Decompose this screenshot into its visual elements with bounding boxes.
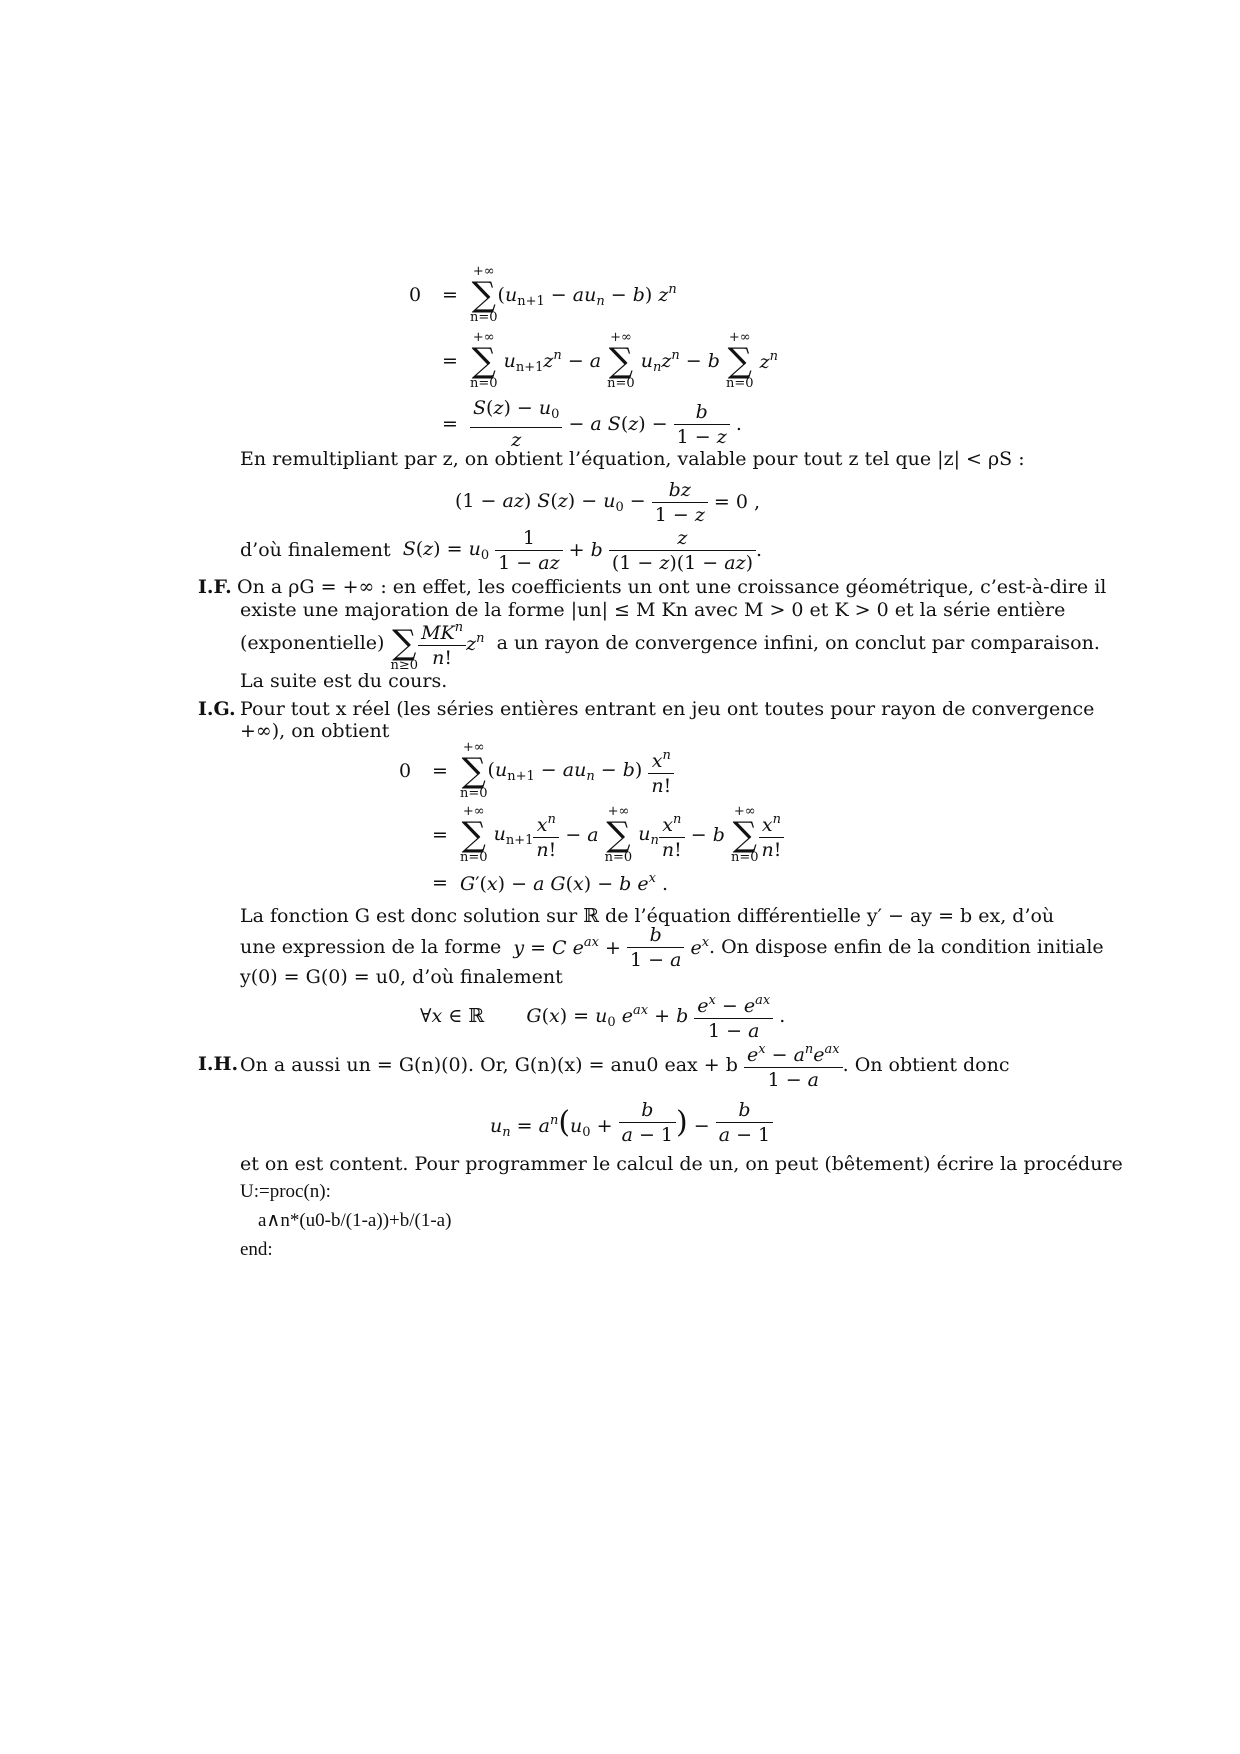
code-line-2: a∧n*(u0-b/(1-a))+b/(1-a) xyxy=(258,1210,452,1231)
if-line-1: On a ρG = +∞ : en effet, les coefficients un ont une croissance géométrique, c’est-à-dire il xyxy=(237,576,1107,598)
equation-un: $u_n = a^n(u_0$ + $\frac{b}{a - 1}$ ) − $\frac{b}{a - 1}$ xyxy=(490,1094,773,1150)
section-label-ih: I.H. xyxy=(198,1053,239,1075)
equation-s-final: d’où finalement $S(z) = u_0$ $\frac{1}{1 - az}$ + b $\frac{z}{(1 - z)(1 - az)}$ . xyxy=(240,526,763,574)
if-line-3-suffix: a un rayon de convergence infini, on conclut par comparaison. xyxy=(496,632,1100,654)
eq-sign: = xyxy=(442,284,458,306)
ig-para-b-suffix: . On dispose enfin de la condition initiale xyxy=(709,936,1104,958)
if-line-3-prefix: (exponentielle) xyxy=(240,632,385,654)
if-line-3: (exponentielle) ∑ n≥0 $\frac{MK^n}{n!}$ $z^n$ a un rayon de convergence infini, on conclut par comparaison. xyxy=(240,620,1100,673)
section-label-if: I.F. xyxy=(198,576,232,598)
code-line-1: U:=proc(n): xyxy=(240,1181,331,1202)
ig-line-1: Pour tout x réel (les séries entières entrant en jeu ont toutes pour rayon de convergence xyxy=(240,698,1095,720)
ig-para-b-prefix: une expression de la forme xyxy=(240,936,502,958)
eq-lhs: 0 xyxy=(408,284,422,306)
equation-series-z: 0 = +∞ ∑ n=0 $(u_{n+1} - au_n - b)$ $z^n$ = +∞ ∑ n=0 $u_{n+1}z^n - a$ +∞ ∑ n=0 $u_nz^n - b$ +∞ ∑ n=0 $z^n$ = $\frac{S(z) - u_0}{z}$ − a S(z) − $\frac{b}{1 - z}$ . xyxy=(400,262,778,454)
prefix-text: d’où finalement xyxy=(240,539,391,561)
ig-para-a: La fonction G est donc solution sur ℝ de l’équation différentielle y′ − ay = b ex, d’où xyxy=(240,905,1055,927)
sum-symbol: +∞ ∑ n=0 xyxy=(470,264,498,325)
equation-g-final: ∀x ∈ ℝ $G(x) = u_0$ $e^{ax} + b$ $\frac{e^x - e^{ax}}{1 - a}$ . xyxy=(420,993,786,1042)
ih-line-1: On a aussi un = G(n)(0). Or, G(n)(x) = anu0 eax + b $\frac{e^x - a^ne^{ax}}{1 - a}$ . On obtient donc xyxy=(240,1042,1010,1091)
if-line-2: existe une majoration de la forme |un| ≤ M Kn avec M > 0 et K > 0 et la série entière xyxy=(240,599,1066,621)
ig-line-2: +∞), on obtient xyxy=(240,720,390,742)
ih-line-1-prefix: On a aussi un = G(n)(0). Or, G(n)(x) = anu0 eax + b xyxy=(240,1054,738,1076)
ih-line-1-suffix: . On obtient donc xyxy=(842,1054,1010,1076)
code-line-3: end: xyxy=(240,1239,273,1260)
equation-s-z: (1 − az) $S(z) - u_0$ − $\frac{bz}{1 - z}$ = 0 , xyxy=(455,478,760,526)
ig-para-c: y(0) = G(0) = u0, d’où finalement xyxy=(240,966,563,988)
if-line-4: La suite est du cours. xyxy=(240,670,448,692)
ih-para-end: et on est content. Pour programmer le calcul de un, on peut (bêtement) écrire la procédure xyxy=(240,1153,1123,1175)
ig-para-b: une expression de la forme y = C $e^{ax}$ + $\frac{b}{1 - a}$ $e^x$ . On dispose enfin de la condition initiale xyxy=(240,923,1104,971)
paragraph-remultiply: En remultipliant par z, on obtient l’équation, valable pour tout z tel que |z| < ρS : xyxy=(240,448,1025,470)
equation-series-x: 0 = +∞ ∑ n=0 $(u_{n+1} - au_n - b)$ $\frac{x^n}{n!}$ = +∞ ∑ n=0 $u_{n+1}$ $\frac{x^n}{n!}$ − a +∞ ∑ n=0 $u_n$ $\frac{x^n}{n!}$ − b +∞ ∑ n=0 $\frac{x^n}{n!}$ = G′(x) − a G(x) − b $e^x$ . xyxy=(390,740,784,898)
section-label-ig: I.G. xyxy=(198,698,236,720)
